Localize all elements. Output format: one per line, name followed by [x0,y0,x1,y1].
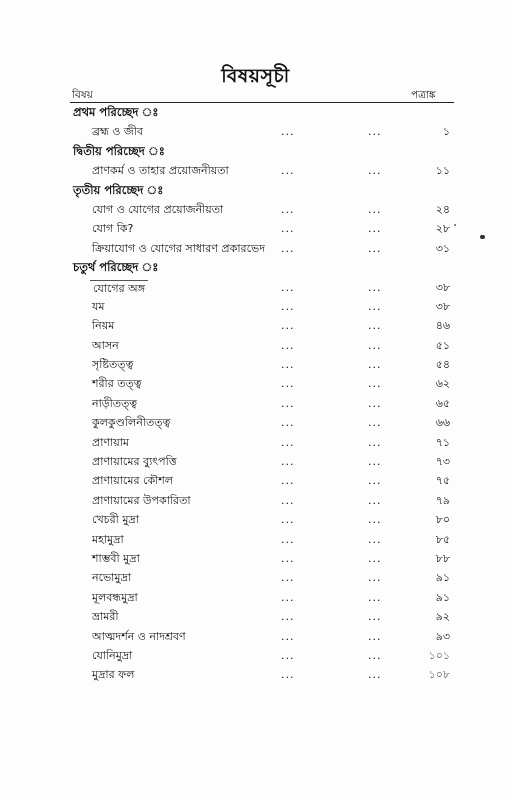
entry-label: নিয়ম [92,319,115,333]
leader-dots: ... [368,280,382,294]
toc-entry [0,568,511,587]
leader-dots: ... [368,610,382,624]
page-number: ৫৪ [435,358,450,372]
page-number: ৭৩ [435,455,450,469]
entry-label: যোগের অঙ্গ [90,280,148,296]
toc-entry [0,510,511,529]
toc-entry [0,239,511,258]
toc-entry [0,588,511,607]
leader-dots: ... [368,319,382,333]
page-number: ৩১ [435,241,450,255]
toc-entry [0,491,511,510]
leader-dots: ... [368,377,382,391]
leader-dots: ... [281,493,295,507]
page-number: ৫১ [435,338,450,352]
page-number: ৩৮ [435,299,450,313]
entry-label: খেচরী মুদ্রা [92,513,139,527]
leader-dots: ... [281,125,295,139]
toc-entry [0,200,511,219]
chapter-heading [0,181,511,200]
leader-dots: ... [281,164,295,178]
leader-dots: ... [281,551,295,565]
page-number: ৭৫ [435,474,450,488]
entry-label: প্রাণায়ামের ব্যুৎপত্তি [92,455,177,469]
leader-dots: ... [281,377,295,391]
entry-label: সৃষ্টিতত্ত্ব [92,358,134,372]
toc-entry [0,316,511,335]
toc-entry [0,297,511,316]
leader-dots: ... [281,396,295,410]
leader-dots: ... [368,532,382,546]
table-of-contents [0,103,511,685]
chapter-label: চতুর্থ পরিচ্ছেদ ঃ [73,260,159,275]
toc-entry [0,122,511,141]
leader-dots: ... [281,319,295,333]
entry-label: প্রাণায়াম [92,435,130,449]
entry-label: নাড়ীতত্ত্ব [92,396,138,410]
page-number: ৬২ [435,377,450,391]
toc-entry [0,627,511,646]
leader-dots: ... [368,668,382,682]
entry-label: আত্মদর্শন ও নাদশ্রবণ [92,629,186,643]
toc-entry [0,549,511,568]
page-number: ৩৮ [435,280,450,294]
leader-dots: ... [281,532,295,546]
entry-label: প্রাণায়ামের কৌশল [92,474,173,488]
page-number: ৯২ [435,610,450,624]
leader-dots: ... [368,474,382,488]
leader-dots: ... [368,164,382,178]
leader-dots: ... [368,493,382,507]
entry-label: যম [92,299,105,313]
chapter-label: তৃতীয় পরিচ্ছেদ ঃ [73,182,164,197]
entry-label: আসন [92,338,119,352]
toc-entry [0,413,511,432]
leader-dots: ... [281,590,295,604]
toc-entry [0,452,511,471]
leader-dots: ... [281,416,295,430]
entry-label: ব্রহ্ম ও জীব [92,125,143,139]
entry-label: ভ্রামরী [92,610,119,624]
entry-label: যোনিমুদ্রা [92,648,133,662]
leader-dots: ... [368,396,382,410]
page-number: ৭১ [435,435,450,449]
leader-dots: ... [368,202,382,216]
leader-dots: ... [368,125,382,139]
toc-entry [0,530,511,549]
leader-dots: ... [281,299,295,313]
page-number: ১১ [435,164,450,178]
leader-dots: ... [281,358,295,372]
page-number: ৮০ [435,513,450,527]
page-number: ৮৮ [435,551,450,565]
leader-dots: ... [368,435,382,449]
chapter-heading [0,103,511,122]
leader-dots: ... [368,629,382,643]
leader-dots: ... [368,648,382,662]
entry-label: শরীর তত্ত্ব [92,377,142,391]
leader-dots: ... [368,416,382,430]
leader-dots: ... [281,280,295,294]
entry-label: মুদ্রার ফল [92,668,135,682]
toc-entry [0,374,511,393]
leader-dots: ... [281,338,295,352]
page-number: ১০৮ [428,668,450,682]
leader-dots: ... [368,455,382,469]
leader-dots: ... [368,551,382,565]
leader-dots: ... [281,513,295,527]
entry-label: নভোমুদ্রা [92,571,131,585]
entry-label: প্রাণায়ামের উপকারিতা [92,493,191,507]
leader-dots: ... [281,571,295,585]
margin-tick [454,224,456,226]
page-number: ১ [442,125,450,139]
leader-dots: ... [281,648,295,662]
page-number: ২৪ [435,202,450,216]
page-number: ৭৯ [435,493,450,507]
leader-dots: ... [368,590,382,604]
toc-entry [0,394,511,413]
chapter-heading [0,258,511,277]
leader-dots: ... [368,571,382,585]
toc-entry [0,665,511,684]
leader-dots: ... [281,668,295,682]
toc-entry [0,219,511,238]
leader-dots: ... [281,202,295,216]
leader-dots: ... [281,629,295,643]
page-number: ৯১ [435,571,450,585]
entry-label: ক্রিয়াযোগ ও যোগের সাধারণ প্রকারভেদ [92,241,265,255]
leader-dots: ... [368,338,382,352]
page-title: বিষয়সূচী [221,65,290,87]
toc-entry [0,355,511,374]
page-number: ৯১ [435,590,450,604]
leader-dots: ... [368,222,382,236]
toc-entry [0,607,511,626]
leader-dots: ... [281,455,295,469]
entry-label: মূলবন্ধমুদ্রা [92,590,138,604]
toc-entry [0,433,511,452]
page-number: ৪৬ [435,319,450,333]
entry-label: যোগ কি? [92,222,134,236]
toc-entry [0,161,511,180]
leader-dots: ... [281,241,295,255]
page-number: ৬৬ [435,416,450,430]
entry-label: কুলকুণ্ডলিনীতত্ত্ব [92,416,171,430]
leader-dots: ... [368,299,382,313]
page-number: ১০১ [428,648,450,662]
entry-label: মহামুদ্রা [92,532,124,546]
leader-dots: ... [281,610,295,624]
margin-mark [480,235,485,239]
chapter-label: দ্বিতীয় পরিচ্ছেদ ঃ [73,143,165,158]
subject-column-header: বিষয় [72,89,93,101]
toc-entry [0,471,511,490]
leader-dots: ... [368,358,382,372]
page-number: ৬৫ [435,396,450,410]
leader-dots: ... [368,241,382,255]
page-number: ৯৩ [435,629,450,643]
chapter-heading [0,142,511,161]
leader-dots: ... [281,222,295,236]
leader-dots: ... [368,513,382,527]
toc-entry [0,336,511,355]
chapter-label: প্রথম পরিচ্ছেদ ঃ [73,105,159,119]
page-column-header: পত্রাঙ্ক [411,89,436,101]
page-number: ২৮ [435,222,450,236]
toc-entry [0,646,511,665]
leader-dots: ... [281,435,295,449]
leader-dots: ... [281,474,295,488]
entry-label: প্রাণকর্ম ও তাহার প্রয়োজনীয়তা [92,164,229,178]
toc-entry [0,278,511,297]
entry-label: শাম্ভবী মুদ্রা [92,551,140,565]
page-number: ৮৫ [435,532,450,546]
entry-label: যোগ ও যোগের প্রয়োজনীয়তা [92,202,224,216]
